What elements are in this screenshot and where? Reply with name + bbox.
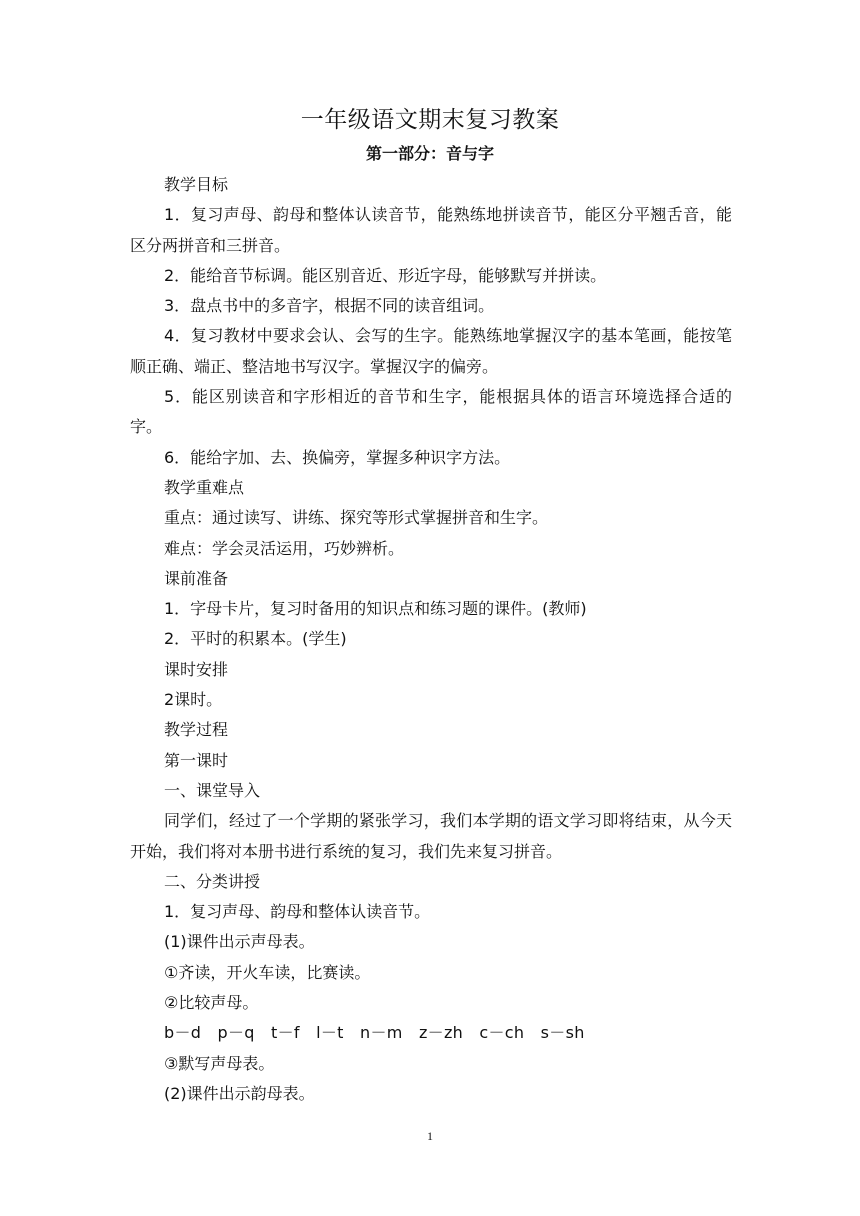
compare-step: ②比较声母。: [164, 993, 259, 1013]
document-body: [130, 170, 732, 1109]
heading-preparation: 课前准备: [164, 568, 229, 588]
goal-item-2: 2．能给音节标调。能区别音近、形近字母，能够默写并拼读。: [164, 265, 607, 285]
goal-item-4: 4．复习教材中要求会认、会写的生字。能熟练地掌握汉字的基本笔画，能按笔顺正确、端正、整洁地书写汉字。掌握汉字的偏旁。: [130, 326, 732, 376]
reading-step: ①齐读，开火车读，比赛读。: [164, 962, 371, 982]
goal-item-6: 6．能给字加、去、换偏旁，掌握多种识字方法。: [164, 447, 511, 467]
heading-key-difficulties: 教学重难点: [164, 477, 245, 497]
difficult-point: 难点：学会灵活运用，巧妙辨析。: [164, 538, 405, 558]
preparation-item-1: 1．字母卡片，复习时备用的知识点和练习题的课件。(教师): [164, 599, 587, 619]
teaching-heading: 二、分类讲授: [164, 871, 261, 891]
dictation-step: ③默写声母表。: [164, 1053, 275, 1073]
lesson-one-heading: 第一课时: [164, 750, 229, 770]
heading-schedule: 课时安排: [164, 659, 229, 679]
preparation-item-2: 2．平时的积累本。(学生): [164, 629, 347, 649]
goal-item-3: 3．盘点书中的多音字，根据不同的读音组词。: [164, 296, 495, 316]
heading-process: 教学过程: [164, 720, 229, 740]
key-point: 重点：通过读写、讲练、探究等形式掌握拼音和生字。: [164, 508, 549, 528]
pinyin-pairs: b－d p－q t－f l－t n－m z－zh c－ch s－sh: [164, 1023, 585, 1043]
finals-table-step: (2)课件出示韵母表。: [164, 1083, 315, 1103]
intro-paragraph: 同学们，经过了一个学期的紧张学习，我们本学期的语文学习即将结束，从今天开始，我们将对本册书进行系统的复习，我们先来复习拼音。: [130, 811, 732, 861]
review-item-1: 1．复习声母、韵母和整体认读音节。: [164, 902, 431, 922]
page-number: 1: [427, 1129, 433, 1143]
goal-item-5: 5．能区别读音和字形相近的音节和生字，能根据具体的语言环境选择合适的字。: [130, 387, 732, 437]
schedule-value: 2课时。: [164, 690, 223, 710]
goal-item-1: 1．复习声母、韵母和整体认读音节，能熟练地拼读音节，能区分平翘舌音，能区分两拼音和三拼音。: [130, 205, 732, 255]
initials-table-step: (1)课件出示声母表。: [164, 932, 315, 952]
intro-heading: 一、课堂导入: [164, 780, 261, 800]
document-title: 一年级语文期末复习教案: [300, 107, 560, 133]
heading-teaching-goals: 教学目标: [164, 175, 229, 194]
section-heading: 第一部分：音与字: [365, 144, 494, 163]
